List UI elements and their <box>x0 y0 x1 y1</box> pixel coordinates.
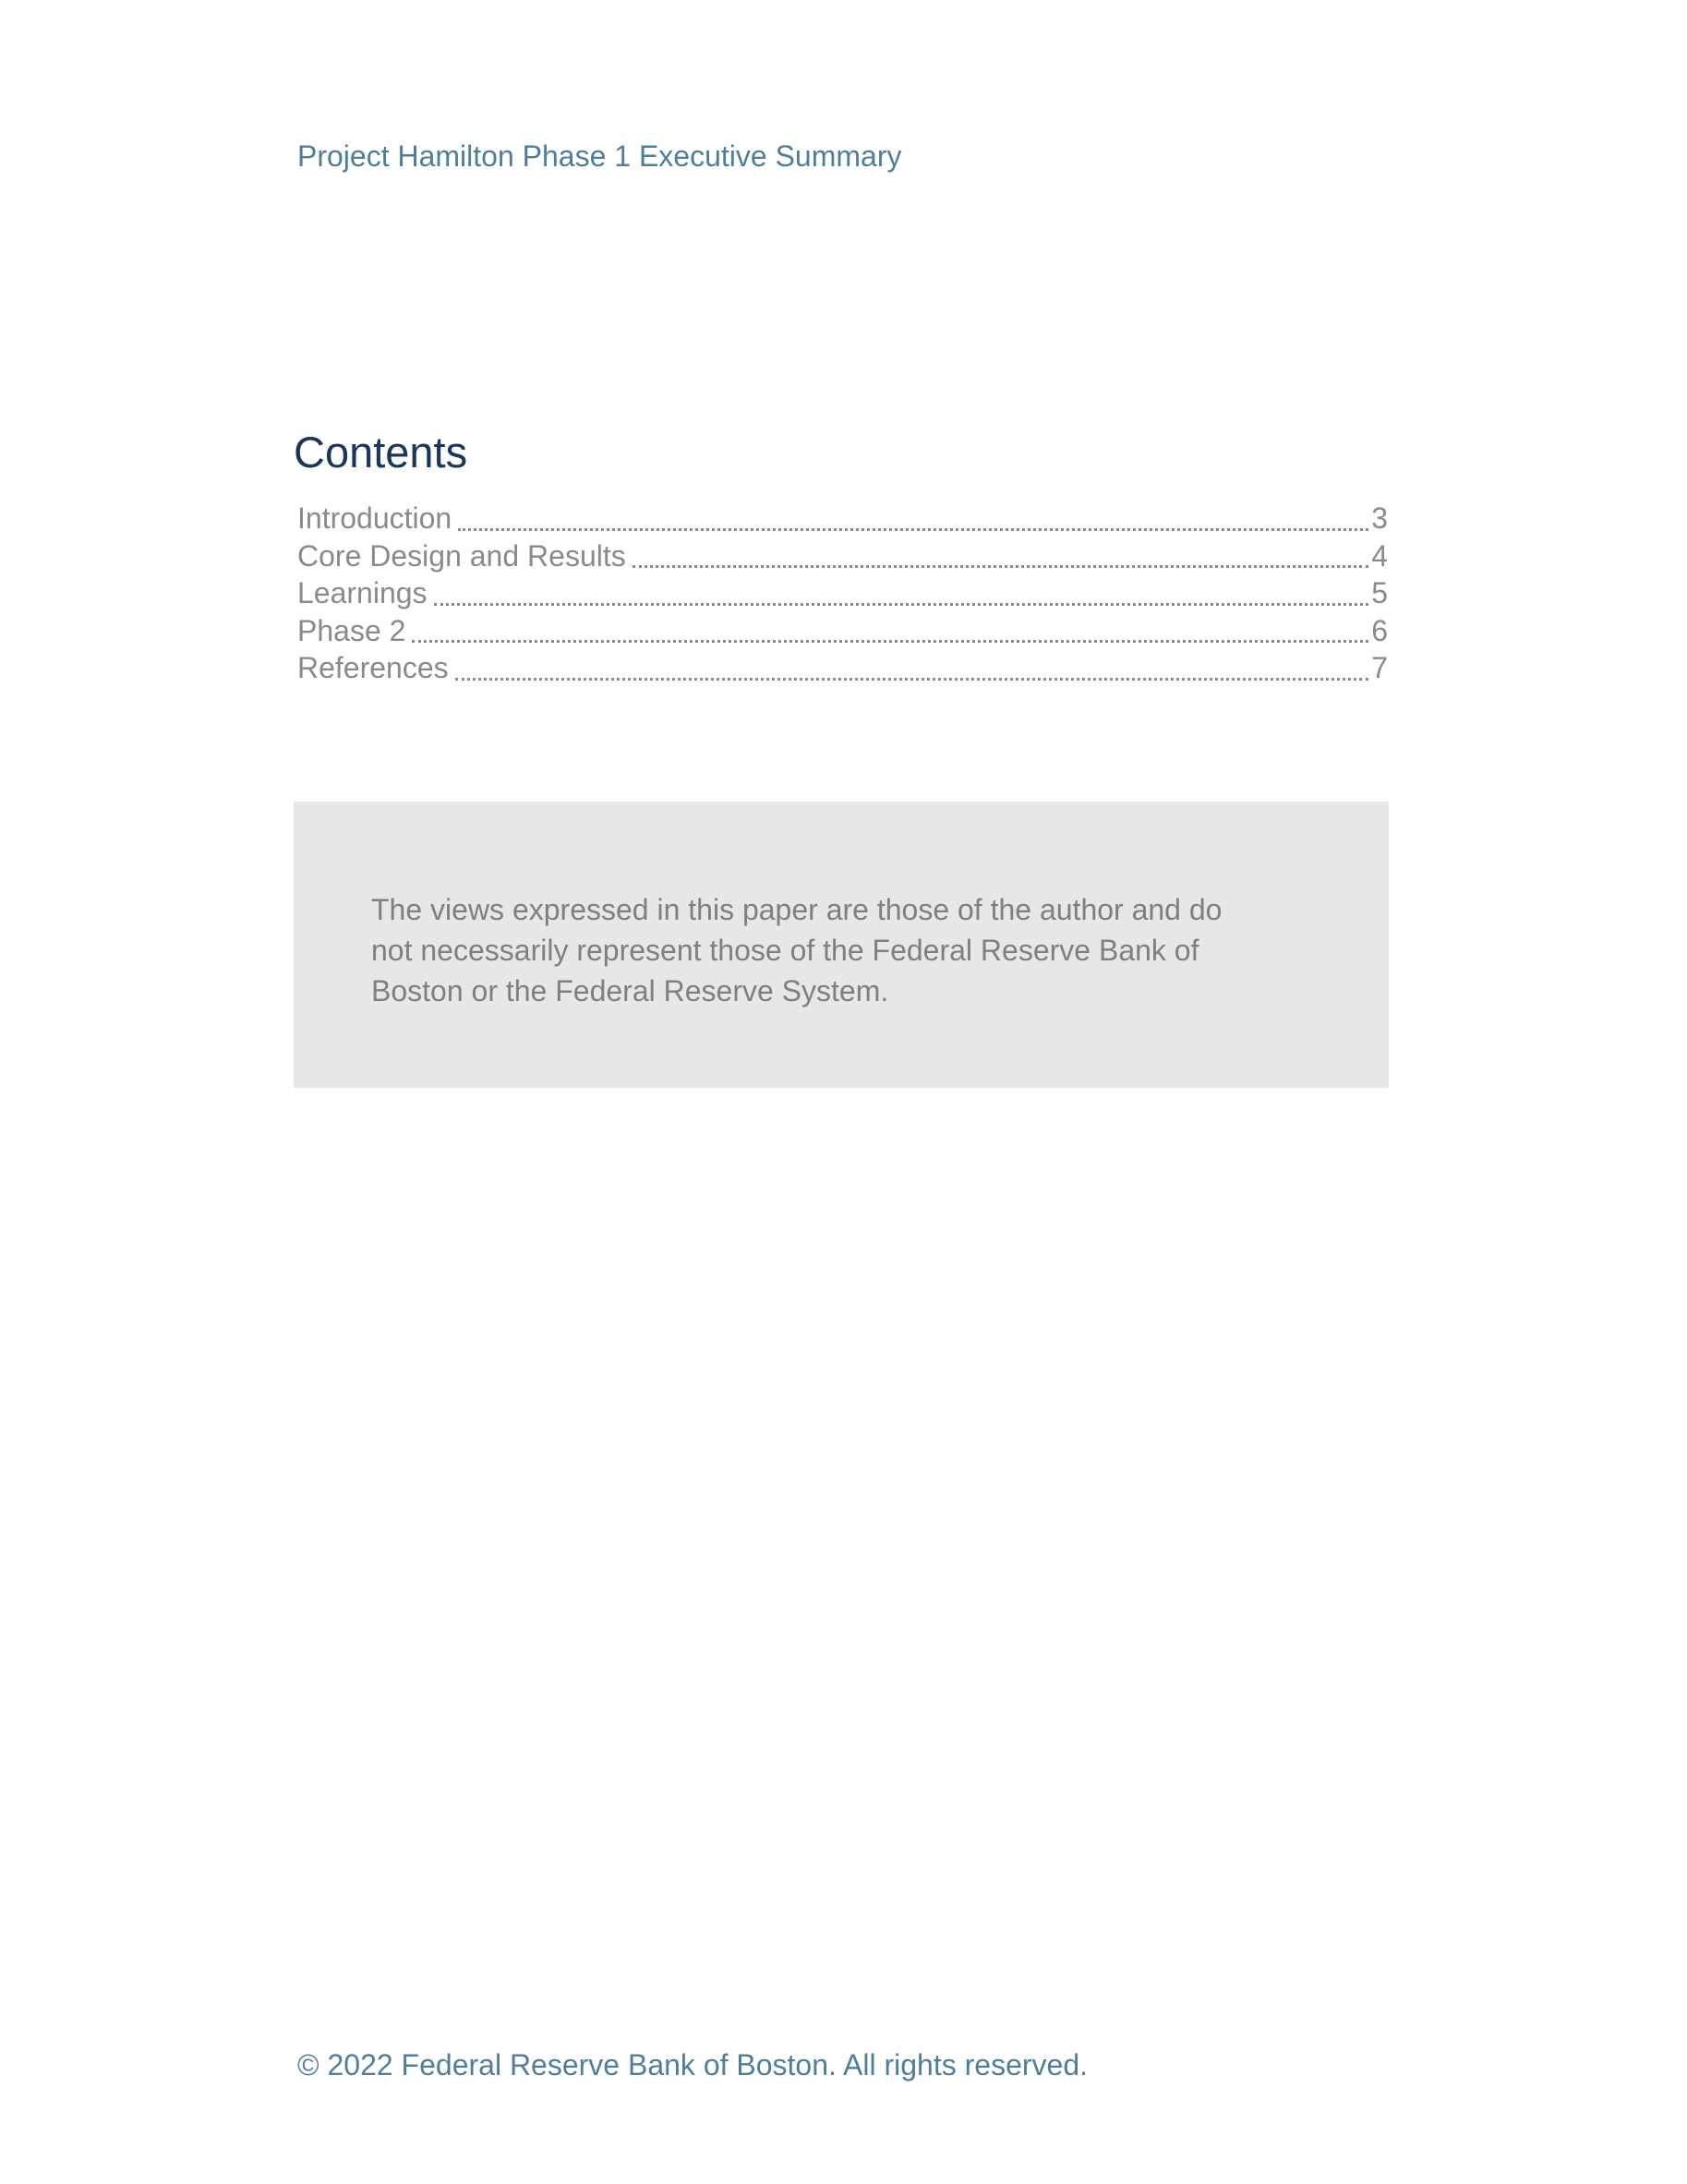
toc-entry-learnings[interactable] <box>297 574 1388 612</box>
dotted-leader <box>412 612 1368 644</box>
toc-entry-page: 6 <box>1371 613 1388 647</box>
header-title: Project Hamilton Phase 1 Executive Summary <box>297 139 902 173</box>
toc-entry-label: Phase 2 <box>297 613 406 647</box>
toc-entry-core-design-and-results[interactable] <box>297 537 1388 575</box>
toc-entry-page: 7 <box>1371 651 1388 684</box>
table-of-contents <box>297 500 1388 687</box>
dotted-leader <box>633 537 1368 569</box>
toc-entry-page: 4 <box>1371 538 1388 573</box>
dotted-leader <box>458 500 1368 531</box>
toc-entry-label: References <box>297 651 449 684</box>
disclaimer-text: The views expressed in this paper are those of the author and do not necessarily represent those of the Federal Reserve Bank of Boston or the Federal Reserve System. <box>371 893 1223 1008</box>
toc-entry-page: 3 <box>1371 501 1388 535</box>
dotted-leader <box>434 574 1369 606</box>
toc-entry-label: Core Design and Results <box>297 538 626 573</box>
page-footer <box>297 2046 1088 2083</box>
toc-entry-phase-2[interactable] <box>297 612 1388 650</box>
toc-entry-page: 5 <box>1371 576 1388 609</box>
footer-text: © 2022 Federal Reserve Bank of Boston. All rights reserved. <box>297 2048 1089 2081</box>
toc-entry-label: Introduction <box>297 501 452 535</box>
toc-entry-label: Learnings <box>297 576 428 609</box>
toc-entry-introduction[interactable] <box>297 500 1388 537</box>
contents-heading: Contents <box>294 428 468 477</box>
page-header <box>297 138 901 175</box>
toc-entry-references[interactable] <box>297 649 1388 687</box>
disclaimer-box <box>294 802 1389 1088</box>
dotted-leader <box>455 649 1369 681</box>
